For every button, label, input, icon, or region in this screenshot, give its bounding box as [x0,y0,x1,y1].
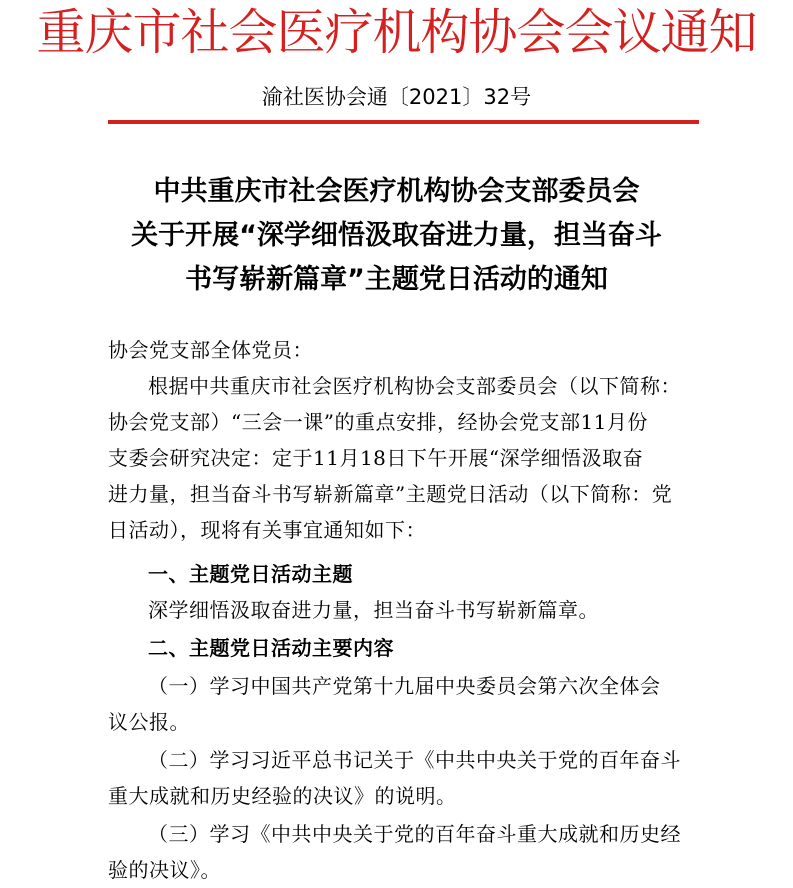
red-divider [108,120,699,124]
intro-paragraph-line: 日活动），现将有关事宜通知如下： [108,518,426,542]
document-number: 渝社医协会通〔2021〕32号 [261,85,532,109]
notice-title-line-3: 书写崭新篇章”主题党日活动的通知 [185,264,608,295]
notice-title-line-1: 中共重庆市社会医疗机构协会支部委员会 [153,176,640,207]
notice-title-line-2: 关于开展“深学细悟汲取奋进力量，担当奋斗 [131,220,662,251]
intro-paragraph-line: 协会党支部）“三会一课”的重点安排，经协会党支部11月份 [108,410,648,434]
item-2-line-1: （二）学习习近平总书记关于《中共中央关于党的百年奋斗 [148,748,681,772]
section-1-heading: 一、主题党日活动主题 [148,562,353,586]
section-1-text: 深学细悟汲取奋进力量，担当奋斗书写崭新篇章。 [148,598,599,622]
item-2-line-2: 重大成就和历史经验的决议》的说明。 [108,784,457,808]
intro-paragraph-line: 进力量，担当奋斗书写崭新篇章”主题党日活动（以下简称：党 [108,482,673,506]
item-1-line-1: （一）学习中国共产党第十九届中央委员会第六次全体会 [148,674,661,698]
notice-header-title: 重庆市社会医疗机构协会会议通知 [36,4,757,61]
intro-paragraph-line: 支委会研究决定：定于11月18日下午开展“深学细悟汲取奋 [108,446,644,470]
item-1-line-2: 议公报。 [108,710,190,734]
item-3-line-1: （三）学习《中共中央关于党的百年奋斗重大成就和历史经 [148,822,681,846]
item-3-line-2: 验的决议》。 [108,858,221,882]
section-2-heading: 二、主题党日活动主要内容 [148,636,394,660]
intro-paragraph-line: 根据中共重庆市社会医疗机构协会支部委员会（以下简称： [148,374,681,398]
salutation: 协会党支部全体党员： [108,338,313,362]
